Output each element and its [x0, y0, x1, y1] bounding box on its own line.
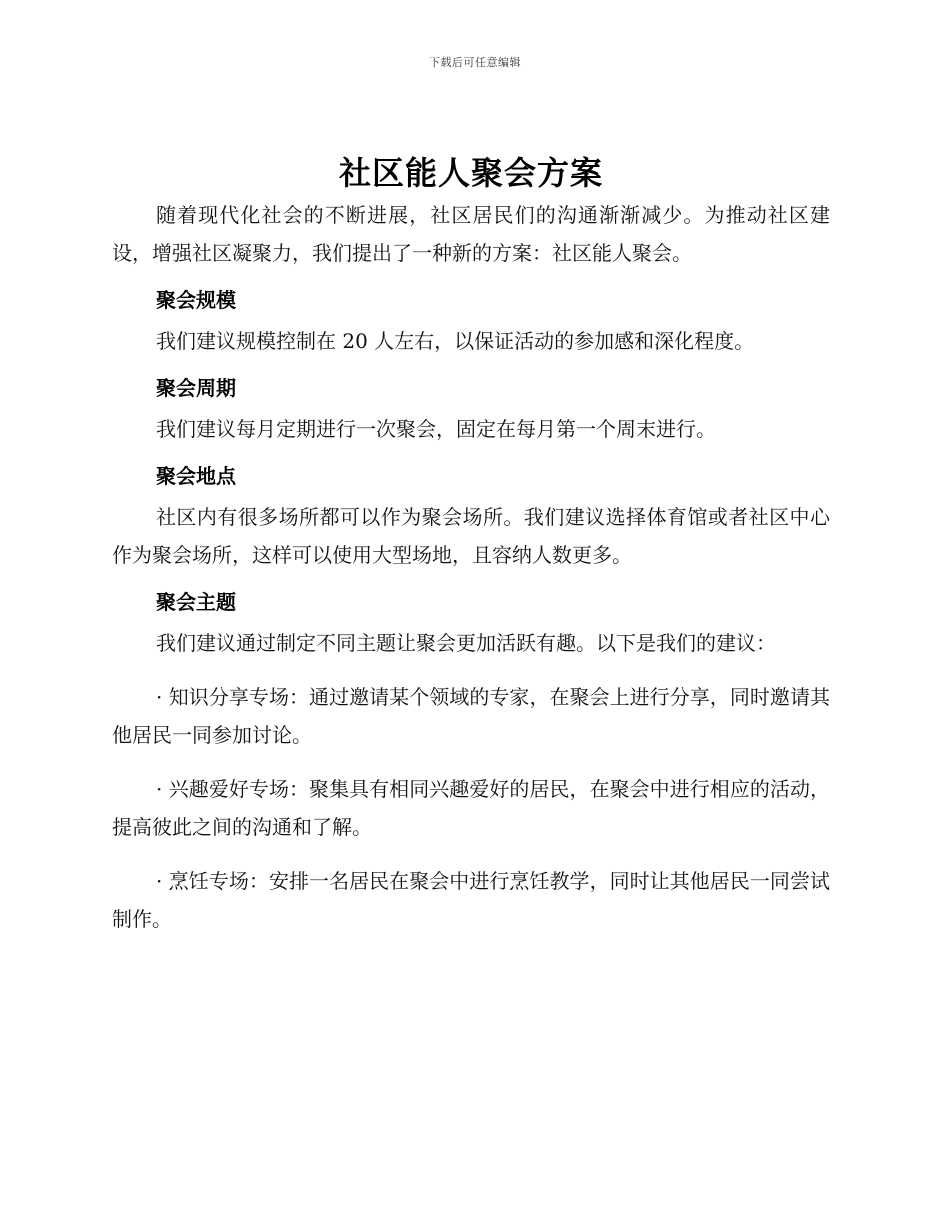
topic-item-cooking: · 烹饪专场：安排一名居民在聚会中进行烹饪教学，同时让其他居民一同尝试制作。: [112, 869, 830, 931]
section-text-theme: 我们建议通过制定不同主题让聚会更加活跃有趣。以下是我们的建议：: [156, 631, 776, 655]
section-heading-cycle: 聚会周期: [156, 376, 236, 400]
document-body: [112, 150, 830, 938]
section-heading-scale: 聚会规模: [156, 288, 236, 312]
header-note: 下载后可任意编辑: [429, 56, 521, 69]
topic-item-knowledge: · 知识分享专场：通过邀请某个领域的专家，在聚会上进行分享，同时邀请其他居民一同参加讨论。: [112, 685, 830, 747]
section-text-cycle: 我们建议每月定期进行一次聚会，固定在每月第一个周末进行。: [156, 417, 716, 441]
section-heading-location: 聚会地点: [156, 464, 236, 488]
intro-paragraph: 随着现代化社会的不断进展，社区居民们的沟通渐渐减少。为推动社区建设，增强社区凝聚力，我们提出了一种新的方案：社区能人聚会。: [112, 203, 830, 265]
document-title: 社区能人聚会方案: [338, 154, 603, 192]
section-text-location: 社区内有很多场所都可以作为聚会场所。我们建议选择体育馆或者社区中心作为聚会场所，这样可以使用大型场地，且容纳人数更多。: [112, 505, 830, 567]
section-text-scale: 我们建议规模控制在 20 人左右，以保证活动的参加感和深化程度。: [156, 329, 755, 353]
topic-item-hobby: · 兴趣爱好专场：聚集具有相同兴趣爱好的居民，在聚会中进行相应的活动，提高彼此之间的沟通和了解。: [112, 777, 830, 839]
section-heading-theme: 聚会主题: [156, 590, 236, 614]
